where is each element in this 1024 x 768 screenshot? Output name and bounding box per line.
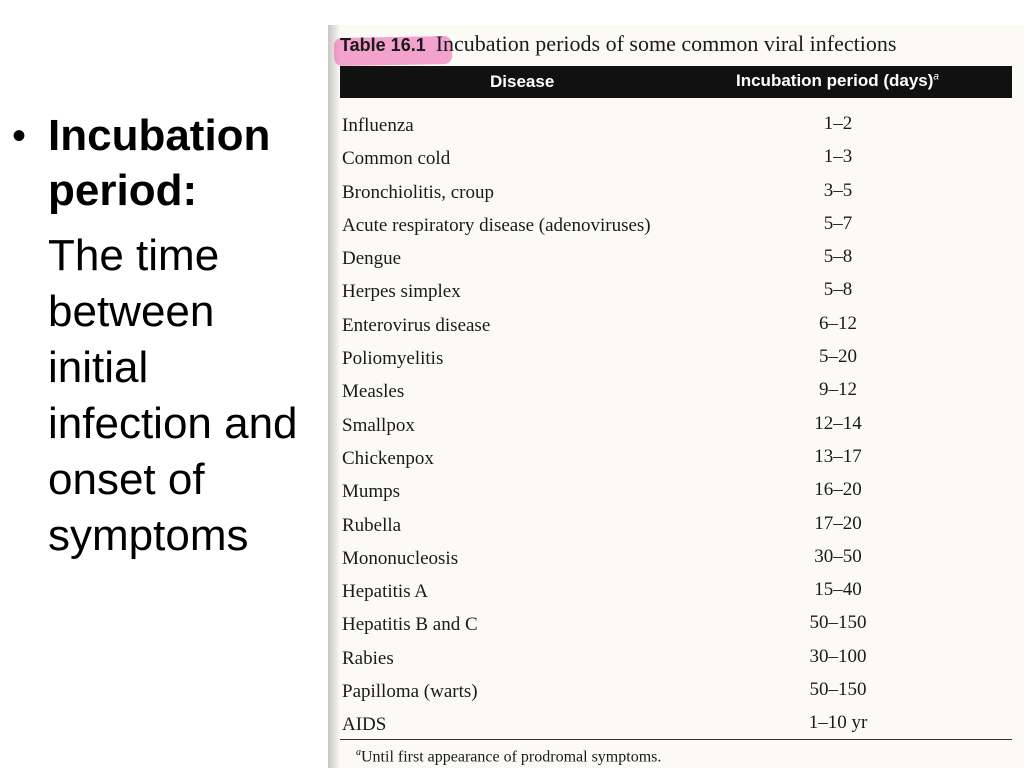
disease-cell: Hepatitis B and C [342, 614, 478, 636]
period-cell: 5–7 [823, 212, 853, 234]
footnote-text: Until first appearance of prodromal symptoms. [361, 748, 662, 766]
disease-cell: Herpes simplex [342, 281, 461, 303]
period-cell: 5–8 [823, 246, 853, 268]
column-header-period [736, 71, 939, 91]
table-row [340, 209, 1012, 242]
table-body [340, 109, 1012, 742]
disease-cell: Mumps [342, 481, 401, 503]
table-title: Incubation periods of some common viral infections [435, 31, 897, 56]
period-cell: 15–40 [814, 579, 862, 601]
period-cell: 30–100 [809, 645, 867, 667]
table-row [340, 275, 1012, 308]
table-row [340, 509, 1012, 542]
bullet-heading: Incubation period: [48, 111, 271, 215]
disease-cell: Rubella [342, 514, 402, 536]
disease-cell: Poliomyelitis [342, 348, 444, 370]
table-number: Table 16.1 [340, 35, 426, 55]
scan-page-edge [328, 25, 340, 768]
table-row [340, 309, 1012, 342]
period-cell: 50–150 [809, 679, 867, 701]
period-cell: 5–8 [823, 279, 853, 301]
table-row [340, 442, 1012, 475]
table-row [340, 675, 1012, 708]
bullet-marker: • [12, 114, 27, 158]
period-cell: 1–3 [823, 146, 853, 168]
period-cell: 1–10 yr [808, 712, 868, 734]
column-header-period-text: Incubation period (days) [736, 71, 934, 90]
table-row [340, 142, 1012, 175]
disease-cell: Mononucleosis [342, 547, 459, 569]
table-row [340, 109, 1012, 142]
period-cell: 5–20 [819, 346, 857, 368]
table-row [340, 642, 1012, 675]
table-row [340, 608, 1012, 641]
disease-cell: Papilloma (warts) [342, 681, 478, 703]
disease-cell: Chickenpox [342, 447, 434, 469]
table-row [340, 375, 1012, 408]
disease-cell: Rabies [342, 647, 394, 669]
footnote-ref: a [933, 71, 939, 83]
disease-cell: Bronchiolitis, croup [342, 181, 494, 203]
disease-cell: Enterovirus disease [342, 314, 491, 336]
table-row [340, 176, 1012, 209]
disease-cell: Hepatitis A [342, 581, 429, 603]
period-cell: 17–20 [814, 512, 862, 534]
period-cell: 1–2 [823, 113, 853, 134]
disease-cell: Dengue [342, 248, 402, 270]
period-cell: 16–20 [814, 479, 862, 501]
bullet-row [12, 108, 317, 218]
table-row [340, 475, 1012, 508]
period-cell: 6–12 [819, 312, 857, 334]
bullet-body: The time between initial infection and onset of symptoms [48, 231, 298, 560]
table-header [340, 66, 1012, 98]
disease-cell: Smallpox [342, 414, 415, 436]
period-cell: 3–5 [823, 179, 853, 201]
disease-cell: Influenza [342, 115, 414, 136]
footnote-mark: a [356, 747, 361, 758]
disease-cell: Common cold [342, 148, 451, 170]
table-row [340, 409, 1012, 442]
table-row [340, 342, 1012, 375]
table-caption [340, 31, 896, 57]
table-footnote [356, 747, 661, 766]
disease-cell: AIDS [342, 714, 387, 736]
period-cell: 9–12 [819, 379, 857, 401]
disease-cell: Acute respiratory disease (adenoviruses) [342, 214, 651, 236]
table-row [340, 708, 1012, 741]
table-row [340, 242, 1012, 275]
bullet-block [12, 108, 317, 564]
table-row [340, 542, 1012, 575]
scanned-table [328, 25, 1024, 768]
disease-cell: Measles [342, 381, 405, 403]
column-header-disease: Disease [490, 72, 555, 91]
table-bottom-rule [340, 739, 1012, 740]
period-cell: 13–17 [814, 445, 862, 467]
table-row [340, 575, 1012, 608]
period-cell: 50–150 [809, 612, 867, 634]
period-cell: 30–50 [814, 545, 862, 567]
period-cell: 12–14 [814, 412, 862, 434]
